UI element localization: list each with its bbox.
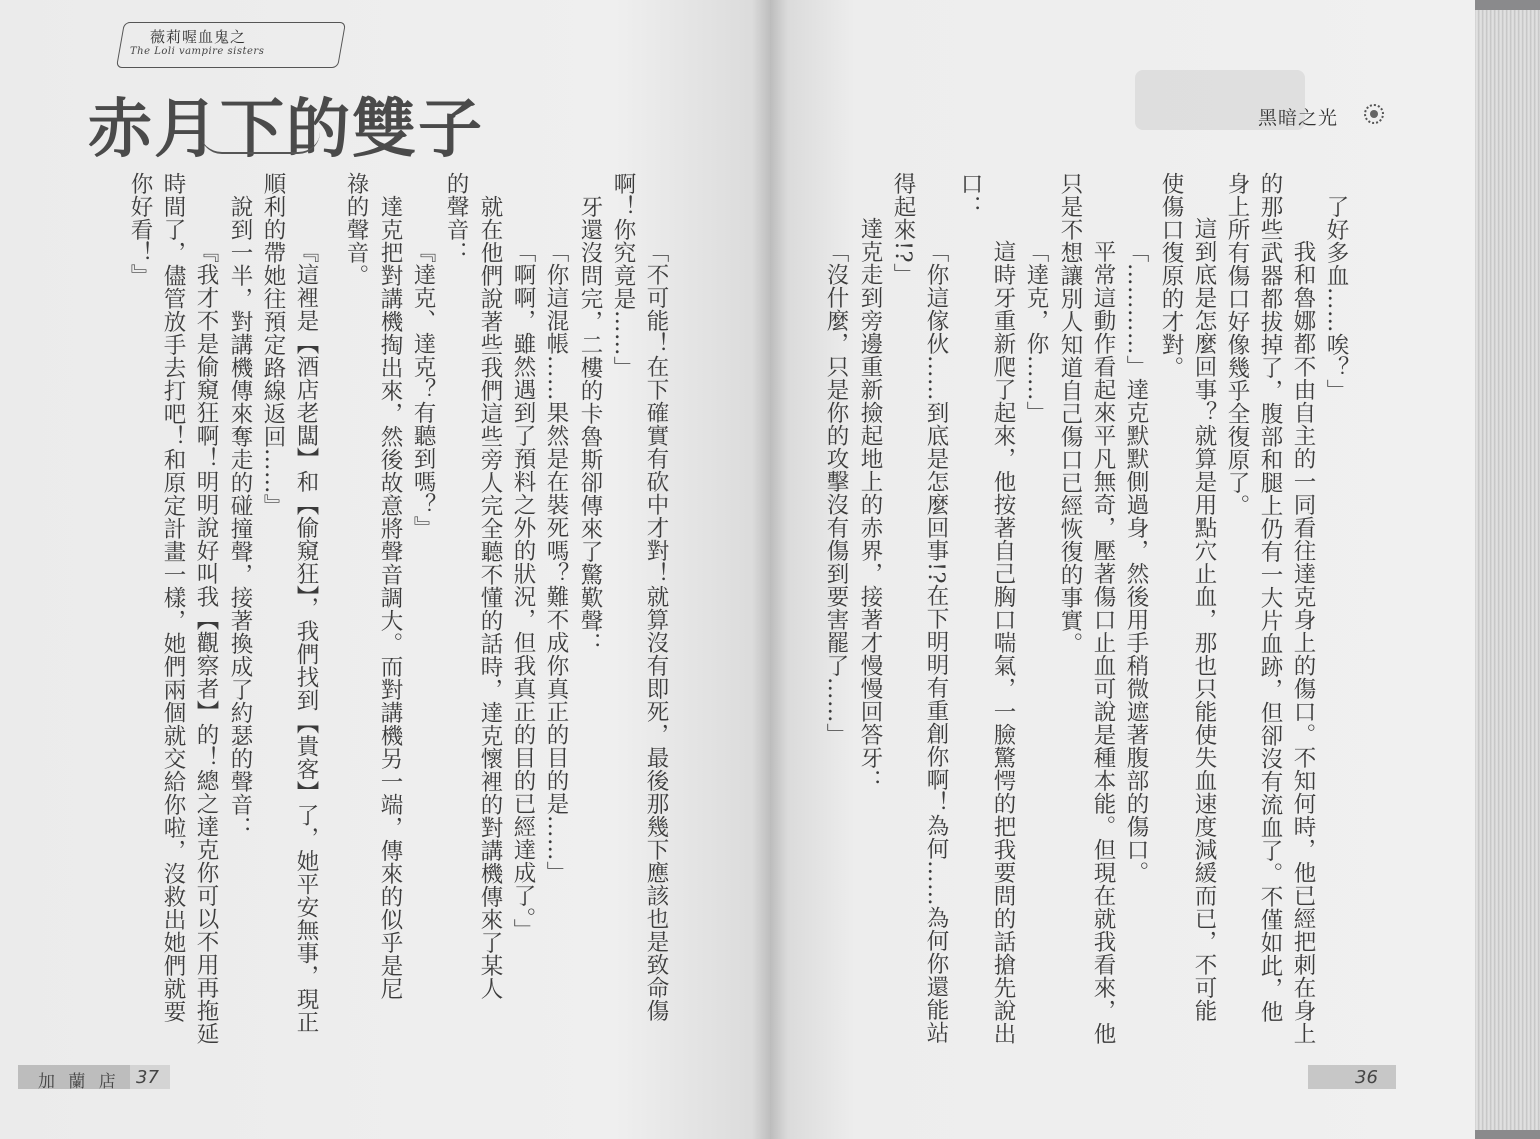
footer-bar — [1308, 1065, 1396, 1089]
series-name: 薇莉喔血鬼之 — [150, 28, 247, 46]
text-column: 身上所有傷口好像幾乎全復原了。 — [1224, 172, 1250, 517]
page-number: 36 — [1355, 1067, 1378, 1088]
text-column: 順利的帶她往預定路線返回……』 — [260, 172, 286, 517]
text-column: 達克走到旁邊重新撿起地上的赤界，接著才慢慢回答牙： — [857, 217, 883, 792]
title-flourish — [200, 132, 320, 154]
footer-label: 加 蘭 店 — [38, 1072, 120, 1092]
text-column: 『達克、達克？有聽到嗎？』 — [410, 240, 436, 539]
text-column: 「啊啊，雖然遇到了預料之外的狀況，但我真正的目的已經達成了。」 — [510, 240, 536, 942]
text-column: 祿的聲音。 — [343, 172, 369, 287]
text-column: 得起來!?」 — [890, 172, 916, 287]
text-column: 『這裡是【酒店老闆】和【偷窺狂】，我們找到【貴客】了，她平安無事，現正 — [293, 240, 319, 1034]
page-number: 37 — [136, 1067, 159, 1088]
text-column: 啊！你究竟是……」 — [610, 172, 636, 379]
text-column: 時間了，儘管放手去打吧！和原定計畫一樣，她們兩個就交給你啦，沒救出她們就要 — [160, 172, 186, 1023]
book-gutter — [752, 0, 788, 1139]
text-column: 你好看！』 — [127, 172, 153, 287]
text-column: 說到一半，對講機傳來奪走的碰撞聲，接著換成了約瑟的聲音： — [227, 195, 253, 839]
text-column: 「不可能！在下確實有砍中才對！就算沒有即死，最後那幾下應該也是致命傷 — [643, 240, 669, 1022]
text-column: 「你這混帳……果然是在裝死嗎？難不成你真正的目的是……」 — [543, 240, 569, 884]
text-column: 這時牙重新爬了起來，他按著自己胸口喘氣，一臉驚愕的把我要問的話搶先說出 — [990, 240, 1016, 1045]
text-column: 「達克，你……」 — [1023, 240, 1049, 424]
text-column: 只是不想讓別人知道自己傷口已經恢復的事實。 — [1057, 172, 1083, 655]
book-title: 赤月下的雙子 — [88, 92, 484, 167]
page-edges — [1475, 10, 1540, 1130]
text-column: 「…………」達克默默側過身，然後用手稍微遮著腹部的傷口。 — [1123, 240, 1149, 884]
text-column: 「你這傢伙……到底是怎麼回事!?在下明明有重創你啊！為何……為何你還能站 — [923, 240, 949, 1045]
text-column: 口： — [957, 172, 983, 218]
series-english-title: The Loli vampire sisters — [130, 46, 265, 57]
text-column: 「沒什麼，只是你的攻擊沒有傷到要害罷了……」 — [823, 240, 849, 746]
chapter-title: 黑暗之光 — [1258, 107, 1339, 129]
text-column: 的那些武器都拔掉了，腹部和腿上仍有一大片血跡，但卻沒有流血了。不僅如此，他 — [1257, 172, 1283, 1023]
text-column: 我和魯娜都不由自主的一同看往達克身上的傷口。不知何時，他已經把刺在身上 — [1290, 240, 1316, 1045]
text-column: 就在他們說著些我們這些旁人完全聽不懂的話時，達克懷裡的對講機傳來了某人 — [477, 195, 503, 1000]
text-column: 達克把對講機掏出來，然後故意將聲音調大。而對講機另一端，傳來的似乎是尼 — [377, 195, 403, 1000]
text-column: 這到底是怎麼回事？就算是用點穴止血，那也只能使失血速度減緩而已，不可能 — [1191, 217, 1217, 1022]
text-column: 了好多血……唉？」 — [1323, 195, 1349, 402]
text-column: 牙還沒問完，二樓的卡魯斯卻傳來了驚歎聲： — [577, 195, 603, 655]
text-column: 『我才不是偷窺狂啊！明明說好叫我【觀察者】的！總之達克你可以不用再拖延 — [193, 240, 219, 1045]
text-column: 使傷口復原的才對。 — [1158, 172, 1184, 379]
sun-icon — [1364, 104, 1384, 124]
text-column: 平常這動作看起來平凡無奇，壓著傷口止血可說是種本能。但現在就我看來，他 — [1090, 240, 1116, 1045]
text-column: 的聲音： — [443, 172, 469, 264]
